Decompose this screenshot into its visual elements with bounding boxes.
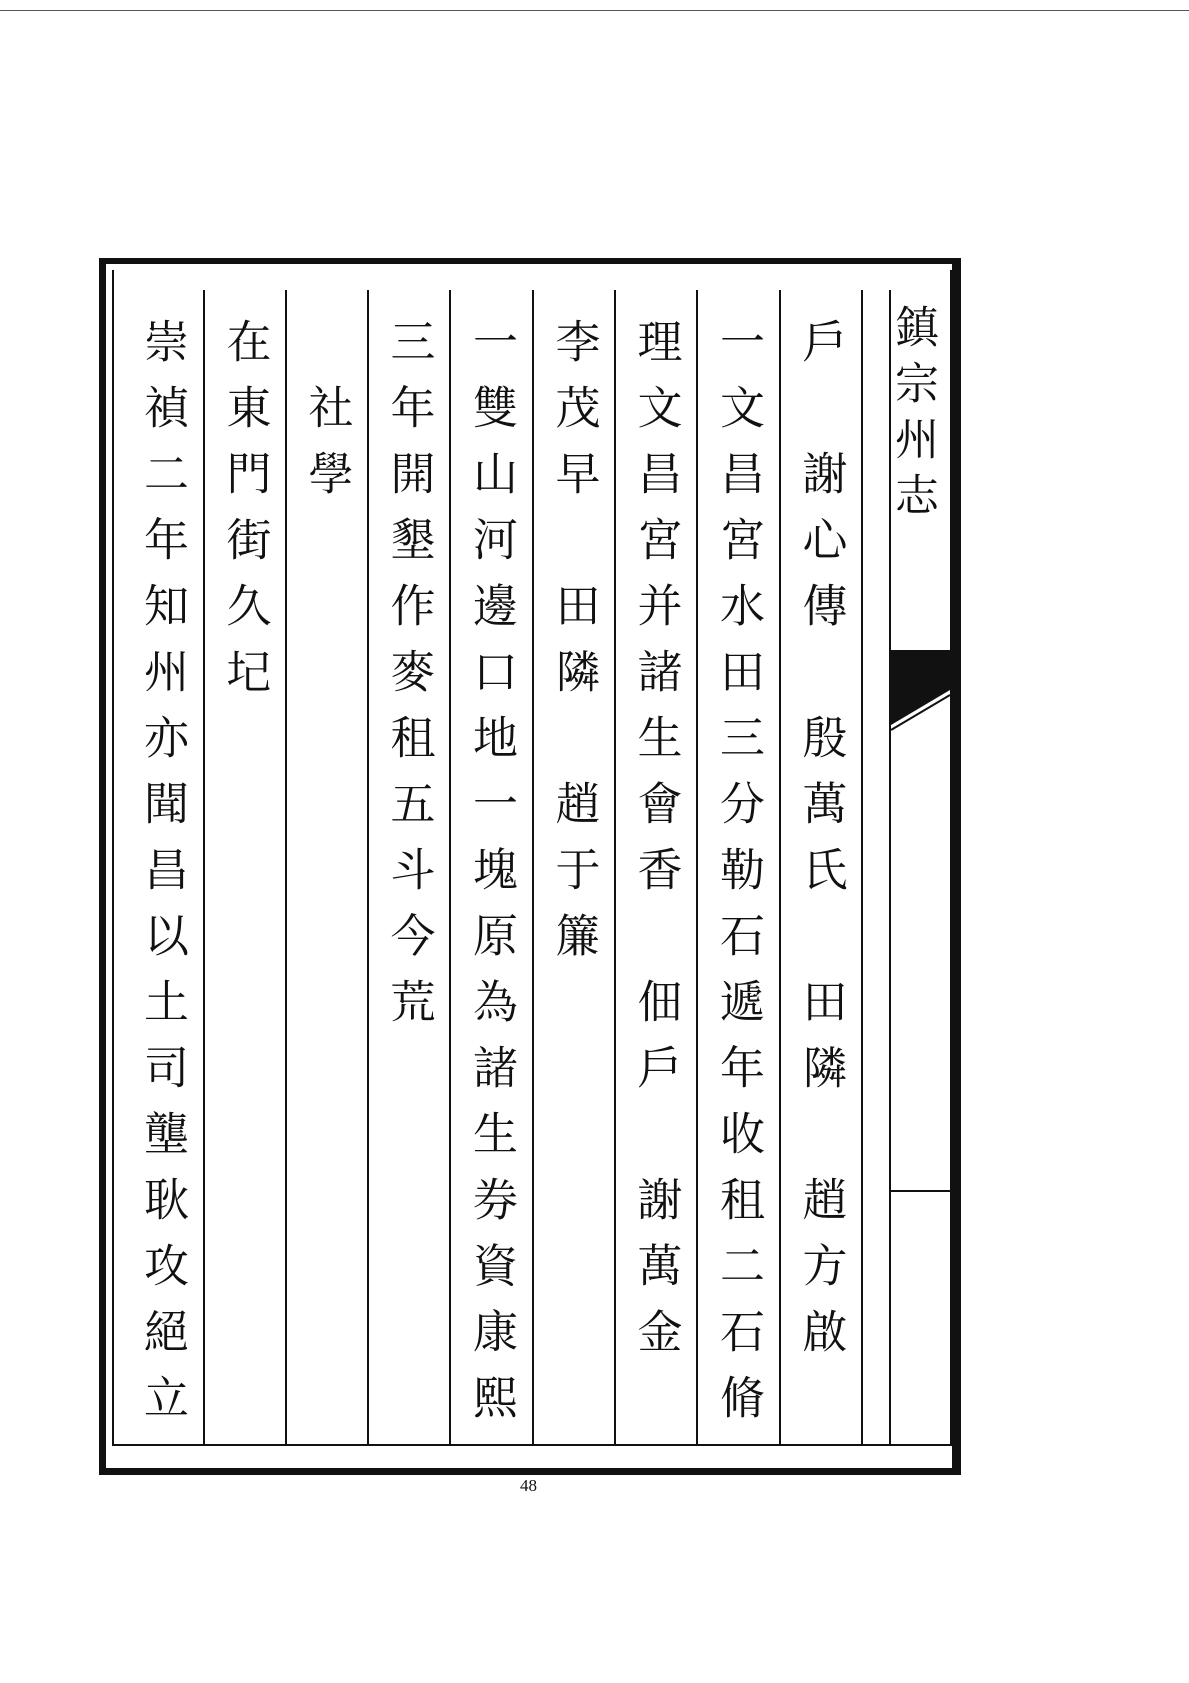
top-rule <box>0 10 1189 11</box>
page-number: 48 <box>520 1476 537 1495</box>
page-frame <box>99 258 961 1475</box>
page-inner-frame <box>112 270 952 1446</box>
column-text: 戶 謝心傳 殷萬氏 田隣 趙方啟 <box>794 318 848 1374</box>
fishtail-mark <box>891 650 950 750</box>
text-column <box>781 290 863 1444</box>
text-column <box>369 290 451 1444</box>
column-text: 理文昌宮并諸生會香 佃戶 謝萬金 <box>629 318 683 1374</box>
column-text: 李茂早 田隣 趙于簾 <box>547 318 601 978</box>
column-text: 在東門街久圮 <box>218 318 272 714</box>
column-text: 一雙山河邊口地一塊原為諸生券資康熙 <box>465 318 518 1440</box>
margin-title: 鎮宗州志 <box>887 304 938 528</box>
text-column <box>616 290 698 1444</box>
column-text: 三年開墾作麥租五斗今荒 <box>382 318 436 1044</box>
column-text: 社學 <box>300 318 354 516</box>
text-column <box>205 290 287 1444</box>
fold-divider <box>891 1190 950 1192</box>
text-column <box>698 290 781 1444</box>
column-text: 一文昌宮水田三分勒石遞年收租二石脩 <box>712 318 765 1440</box>
fold-margin <box>889 290 950 1444</box>
text-column <box>534 290 616 1444</box>
text-column <box>287 290 369 1444</box>
column-text: 崇禎二年知州亦聞昌以土司壟耿攻絕立 <box>136 318 189 1440</box>
text-column <box>122 290 205 1444</box>
text-column <box>451 290 534 1444</box>
